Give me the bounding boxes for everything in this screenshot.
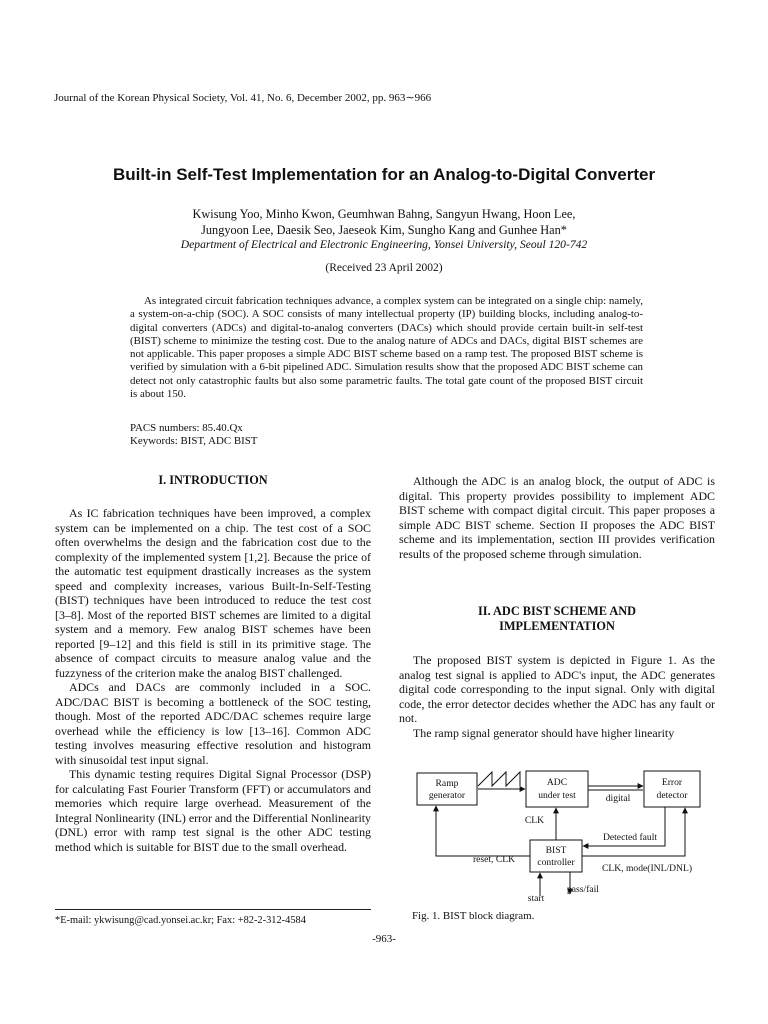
intro-paragraph-4: Although the ADC is an analog block, the output of ADC is digital. This property provides possibility to implement ADC BIST scheme with compact digital circuit. This paper proposes a simple ADC BIST scheme. Section II proposes the ADC BIST scheme and its implementation, section III provides verification results of the proposed scheme through simulation. <box>399 474 715 561</box>
reset-clk-line <box>436 806 530 856</box>
intro-paragraph-2: ADCs and DACs are commonly included in a SOC. ADC/DAC BIST is becoming a bottleneck of the SOC testing, though. Most of the reported ADC/DAC schemes require large overhead while the efficiency is low [13–16]. Common ADC testing involves measuring effective resolution and histogram with sinusoidal test input signal. <box>55 680 371 767</box>
adc-label: ADC <box>546 777 568 788</box>
ramp-waveform <box>478 772 520 786</box>
generator-label: generator <box>428 790 466 801</box>
section-heading-adc-bist <box>399 604 715 633</box>
bist-label: BIST <box>545 845 567 856</box>
pacs-keywords <box>130 422 257 448</box>
section-heading-line-1: II. ADC BIST SCHEME AND <box>478 604 636 618</box>
under-test-label: under test <box>538 790 576 801</box>
received-date: (Received 23 April 2002) <box>325 262 443 274</box>
detected-fault-label: Detected fault <box>602 832 658 843</box>
keywords: Keywords: BIST, ADC BIST <box>130 435 258 447</box>
figure-caption: Fig. 1. BIST block diagram. <box>412 910 535 922</box>
section2-paragraph-1: The proposed BIST system is depicted in Figure 1. As the analog test signal is applied to ADC's input, the ADC generates digital code corresponding to the input signal. Only with digital code, the error detector decides whether the ADC has any fault or not. <box>399 653 715 725</box>
section2-paragraph-2: The ramp signal generator should have higher linearity <box>413 725 675 740</box>
section-heading-introduction: I. INTRODUCTION <box>158 473 268 487</box>
pass-fail-label: pass/fail <box>567 884 599 895</box>
clk-label: CLK <box>524 815 544 826</box>
bist-block-diagram <box>400 756 720 911</box>
ramp-label: Ramp <box>435 778 459 789</box>
page-number: -963- <box>372 933 396 945</box>
right-column-top <box>399 474 715 561</box>
right-column-section-2 <box>399 653 715 740</box>
intro-paragraph-1: As IC fabrication techniques have been improved, a complex system can be implemented on a chip. The test cost of a SOC often overwhelms the design and the fabrication cost due to the complexity of the implemented system [1,2]. Because the price of the automatic test equipment drastically increases as the system speed and complexity increases, various Built-In-Self-Testing (BIST) techniques have been introduced to reduce the test cost [3–8]. Most of the reported BIST schemes are limited to a digital system and a memory. Few analog BIST schemes have been reported [9–12] and this field is still in its primitive stage. The absence of compact circuits to measure analog value and the fuzzyness of the criterion make the analog BIST challenged. <box>55 506 371 680</box>
controller-label: controller <box>537 857 575 868</box>
left-column <box>55 506 371 854</box>
intro-paragraph-3: This dynamic testing requires Digital Signal Processor (DSP) for calculating Fast Fourier Transform (FFT) or accumulators and memories which require large overhead. Measurement of the Integral Nonlinearity (INL) error and the Differential Nonlinearity (DNL) error with ramp test signal is the other ADC testing method which is suitable for BIST due to the small overhead. <box>55 767 371 854</box>
error-label: Error <box>661 777 683 788</box>
authors-line-2: Jungyoon Lee, Daesik Seo, Jaeseok Kim, Sungho Kang and Gunhee Han* <box>201 222 567 237</box>
digital-label: digital <box>605 793 631 804</box>
clk-mode-label: CLK, mode(INL/DNL) <box>601 863 693 874</box>
start-label: start <box>527 893 545 904</box>
paper-title: Built-in Self-Test Implementation for an Analog-to-Digital Converter <box>112 165 656 184</box>
reset-clk-label: reset, CLK <box>472 854 516 865</box>
footnote: *E-mail: ykwisung@cad.yonsei.ac.kr; Fax: +82-2-312-4584 <box>55 915 306 926</box>
pacs-numbers: PACS numbers: 85.40.Qx <box>130 422 243 434</box>
detector-label: detector <box>656 790 688 801</box>
block-diagram-svg <box>400 756 720 906</box>
affiliation: Department of Electrical and Electronic Engineering, Yonsei University, Seoul 120-742 <box>180 238 588 251</box>
journal-citation: Journal of the Korean Physical Society, Vol. 41, No. 6, December 2002, pp. 963∼966 <box>54 92 432 104</box>
author-list <box>84 207 684 238</box>
footnote-divider <box>55 909 371 910</box>
section-heading-line-2: IMPLEMENTATION <box>499 618 615 633</box>
abstract: As integrated circuit fabrication techniques advance, a complex system can be integrated on a single chip: namely, a system-on-a-chip (SOC). A SOC consists of many intellectual property (IP) building blocks, including analog-to-digital converters (ADCs) and digital-to-analog converters (DACs) which should provide certain built-in self-test (BIST) scheme to minimize the testing cost. Due to the analog nature of ADCs and DACs, digital BIST schemes are not applicable. This paper proposes a simple ADC BIST scheme based on a ramp test. The proposed BIST scheme is verified by simulation with a 6-bit pipelined ADC. Simulation results show that the proposed ADC BIST scheme can detect not only catastrophic faults but also some parametric faults. The total gate count of the proposed BIST circuit is about 150. <box>130 295 643 401</box>
authors-line-1: Kwisung Yoo, Minho Kwon, Geumhwan Bahng, Sangyun Hwang, Hoon Lee, <box>192 207 576 221</box>
